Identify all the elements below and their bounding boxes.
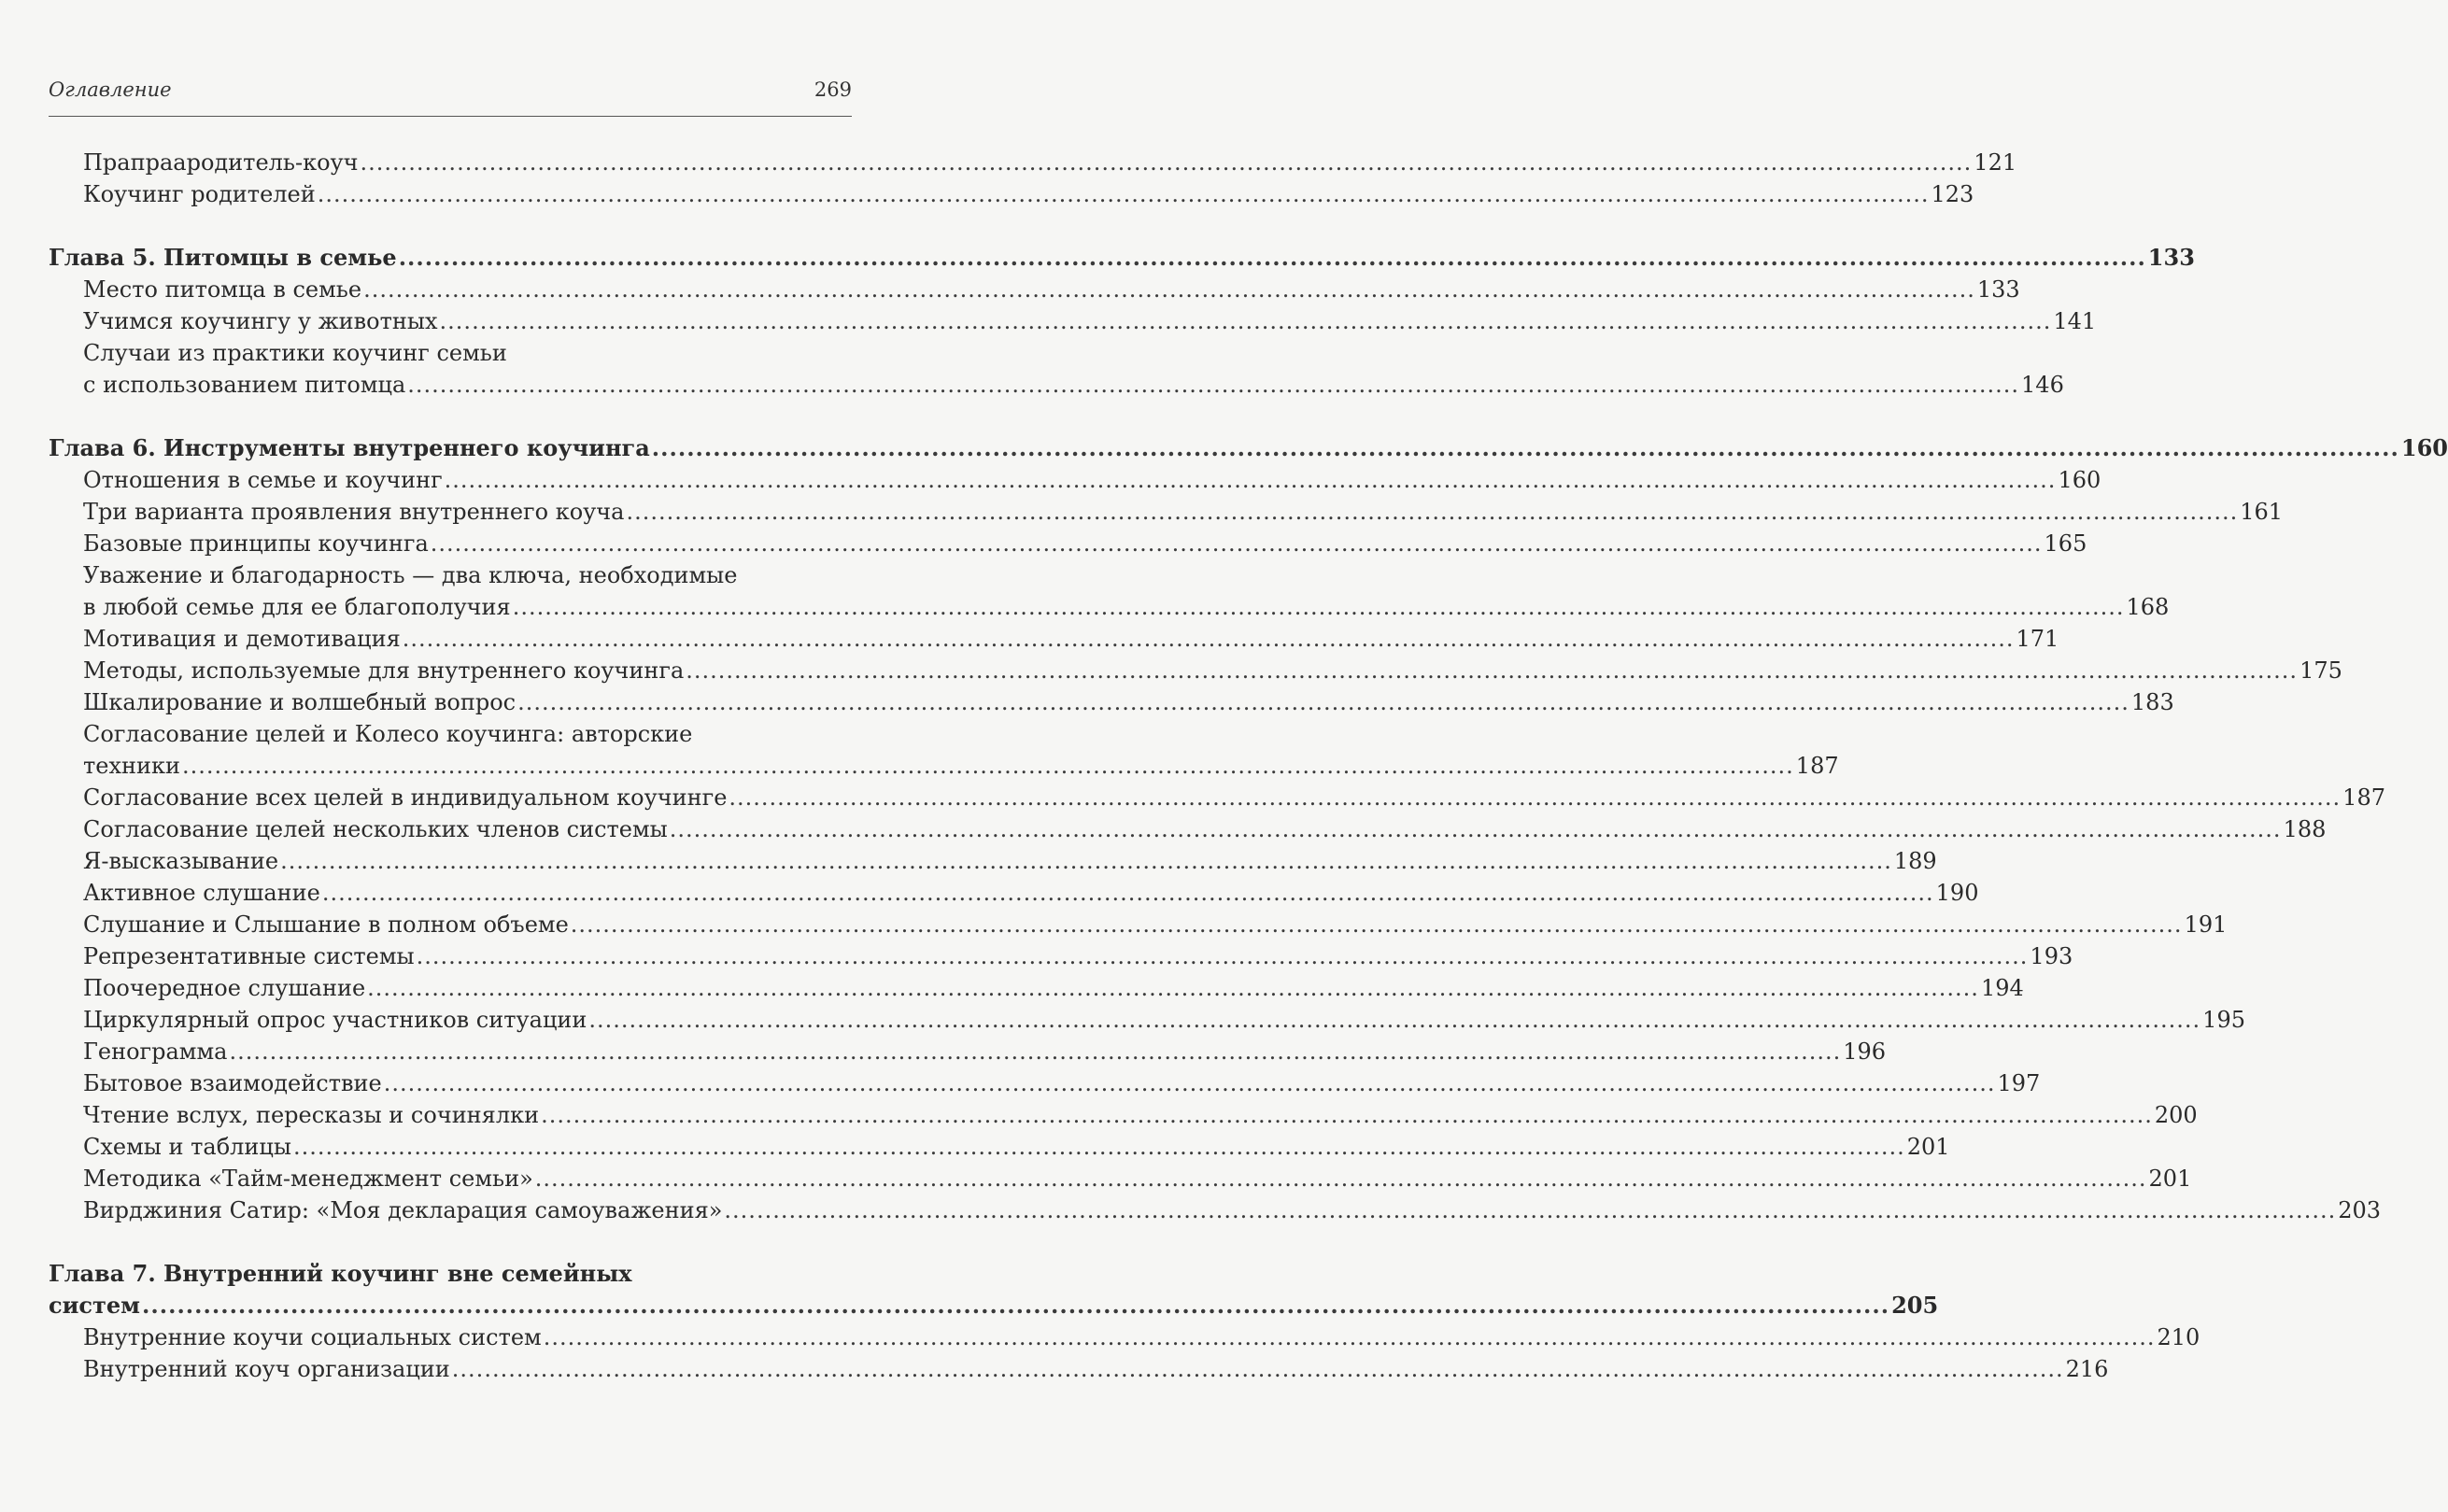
toc-entry-row xyxy=(49,1290,1939,1321)
toc-page-number: 123 xyxy=(1931,181,1974,207)
toc-section-entry[interactable] xyxy=(49,909,2228,940)
toc-section-entry[interactable] xyxy=(49,655,2342,686)
dot-leader: ........................................................................................................................................................................................................ xyxy=(402,626,2015,652)
toc-chapter-entry[interactable] xyxy=(49,242,2195,274)
dot-leader: ........................................................................................................................................................................................................ xyxy=(729,784,2342,811)
dot-leader: ........................................................................................................................................................................................................ xyxy=(416,943,2029,969)
toc-entry-title: с использованием питомца xyxy=(83,372,406,398)
toc-entry-title: Вирджиния Сатир: «Моя декларация самоуважения» xyxy=(83,1197,723,1223)
toc-entry-row xyxy=(49,432,2448,464)
toc-page-number: 160 xyxy=(2058,467,2101,493)
toc-entry-row xyxy=(83,940,2073,972)
toc-entry-row xyxy=(83,655,2342,686)
toc-section-entry[interactable] xyxy=(49,940,2073,972)
toc-page-number: 146 xyxy=(2021,372,2064,398)
toc-entry-row xyxy=(83,496,2284,528)
toc-entry-title: Место питомца в семье xyxy=(83,276,362,303)
dot-leader: ........................................................................................................................................................................................................ xyxy=(398,244,2146,271)
toc-section-entry[interactable] xyxy=(49,686,2174,718)
toc-entry-row xyxy=(83,305,2097,337)
dot-leader: ........................................................................................................................................................................................................ xyxy=(229,1039,1842,1065)
toc-entry-row xyxy=(83,782,2385,813)
toc-entry-row xyxy=(83,528,2087,559)
toc-page-number: 191 xyxy=(2184,911,2228,938)
toc-entry-row xyxy=(83,1131,1950,1163)
toc-page-number: 189 xyxy=(1893,848,1937,874)
toc-entry-row xyxy=(83,1353,2109,1385)
toc-page-number: 203 xyxy=(2338,1197,2382,1223)
toc-page-number: 194 xyxy=(1980,975,2024,1001)
toc-entry-title: Генограмма xyxy=(83,1039,228,1065)
toc-entry-row xyxy=(83,1004,2245,1036)
dot-leader: ........................................................................................................................................................................................................ xyxy=(280,848,1892,874)
toc-entry-row xyxy=(83,686,2174,718)
dot-leader: ........................................................................................................................................................................................................ xyxy=(407,372,2020,398)
toc-entry-row xyxy=(83,1099,2198,1131)
toc-entry-title: Согласование целей нескольких членов системы xyxy=(83,816,668,842)
toc-entry-title: Активное слушание xyxy=(83,880,320,906)
dot-leader: ........................................................................................................................................................................................................ xyxy=(363,276,1975,303)
toc-entry-row xyxy=(83,369,2064,401)
toc-entry-row xyxy=(83,845,1937,877)
toc-entry-title: Мотивация и демотивация xyxy=(83,626,401,652)
toc-entry-title: Отношения в семье и коучинг xyxy=(83,467,443,493)
toc-page-number: 200 xyxy=(2154,1102,2198,1128)
toc-page-number: 201 xyxy=(2148,1166,2192,1192)
toc-section-entry[interactable] xyxy=(49,1131,1950,1163)
toc-entry-title: Репрезентативные системы xyxy=(83,943,415,969)
toc-entry-row xyxy=(83,877,1979,909)
toc-page-number: 171 xyxy=(2016,626,2059,652)
toc-entry-title: Бытовое взаимодействие xyxy=(83,1070,382,1096)
dot-leader: ........................................................................................................................................................................................................ xyxy=(724,1197,2337,1223)
toc-entry-title: Три варианта проявления внутреннего коуча xyxy=(83,499,625,525)
dot-leader: ........................................................................................................................................................................................................ xyxy=(651,434,2399,461)
toc-section-entry[interactable] xyxy=(49,1004,2245,1036)
toc-page-number: 210 xyxy=(2157,1324,2200,1350)
toc-section-entry[interactable] xyxy=(49,623,2059,655)
toc-entry-title: Прапраародитель-коуч xyxy=(83,149,359,176)
toc-entry-row xyxy=(83,1321,2200,1353)
dot-leader: ........................................................................................................................................................................................................ xyxy=(451,1356,2064,1382)
toc-entry-row xyxy=(83,1194,2382,1226)
toc-entry-title: Я-высказывание xyxy=(83,848,279,874)
dot-leader: ........................................................................................................................................................................................................ xyxy=(142,1292,1890,1319)
toc-entry-row xyxy=(83,623,2059,655)
toc-entry-title: Согласование всех целей в индивидуальном коучинге xyxy=(83,784,728,811)
toc-section-entry[interactable] xyxy=(49,337,2064,401)
toc-entry-title: Внутренний коуч организации xyxy=(83,1356,450,1382)
toc-section-entry[interactable] xyxy=(49,528,2087,559)
toc-section-entry[interactable] xyxy=(49,1067,2041,1099)
toc-section-entry[interactable] xyxy=(49,1194,2382,1226)
toc-section-entry[interactable] xyxy=(49,1321,2200,1353)
dot-leader: ........................................................................................................................................................................................................ xyxy=(588,1007,2201,1033)
toc-entry-title: в любой семье для ее благополучия xyxy=(83,594,511,620)
toc-section-entry[interactable] xyxy=(49,1163,2192,1194)
toc-page-number: 187 xyxy=(1795,753,1839,779)
dot-leader: ........................................................................................................................................................................................................ xyxy=(517,689,2130,715)
toc-entry-title: Поочередное слушание xyxy=(83,975,366,1001)
toc-entry-title: Слушание и Слышание в полном объеме xyxy=(83,911,569,938)
toc-entry-row xyxy=(83,813,2327,845)
toc-section-entry[interactable] xyxy=(49,178,1974,210)
toc-entry-title: Глава 6. Инструменты внутреннего коучинга xyxy=(49,434,650,461)
toc-entry-title-line: Согласование целей и Колесо коучинга: авторские xyxy=(83,721,693,747)
toc-page-number: 216 xyxy=(2065,1356,2109,1382)
toc-entry-title: Коучинг родителей xyxy=(83,181,316,207)
toc-entry-row xyxy=(83,750,1839,782)
toc-entry-row xyxy=(83,1067,2041,1099)
toc-section-entry[interactable] xyxy=(49,877,1979,909)
toc-entry-title: Схемы и таблицы xyxy=(83,1134,291,1160)
toc-page-number: 195 xyxy=(2202,1007,2245,1033)
toc-page-number: 197 xyxy=(1997,1070,2041,1096)
toc-section-entry[interactable] xyxy=(49,1099,2198,1131)
dot-leader: ........................................................................................................................................................................................................ xyxy=(360,149,1973,176)
dot-leader: ........................................................................................................................................................................................................ xyxy=(182,753,1794,779)
toc-page-number: 133 xyxy=(2147,244,2195,271)
toc-entry-title: Чтение вслух, пересказы и сочинялки xyxy=(83,1102,540,1128)
dot-leader: ........................................................................................................................................................................................................ xyxy=(383,1070,1996,1096)
toc-page-number: 183 xyxy=(2130,689,2174,715)
toc-section-entry[interactable] xyxy=(49,718,1839,782)
toc-section-entry[interactable] xyxy=(49,305,2097,337)
dot-leader: ........................................................................................................................................................................................................ xyxy=(430,530,2043,557)
toc-page-number: 193 xyxy=(2030,943,2073,969)
toc-entry-row xyxy=(83,909,2228,940)
toc-page-number: 205 xyxy=(1891,1292,1939,1319)
toc-section-entry[interactable] xyxy=(49,496,2284,528)
toc-page-number: 196 xyxy=(1843,1039,1887,1065)
dot-leader: ........................................................................................................................................................................................................ xyxy=(543,1324,2156,1350)
dot-leader: ........................................................................................................................................................................................................ xyxy=(367,975,1979,1001)
toc-page-number: 121 xyxy=(1974,149,2017,176)
toc-entry-title-line: Случаи из практики коучинг семьи xyxy=(83,340,507,366)
header-rule xyxy=(49,116,852,117)
toc-section-entry[interactable] xyxy=(49,845,1937,877)
toc-entry-title: Глава 5. Питомцы в семье xyxy=(49,244,397,271)
toc-entry-title: Учимся коучингу у животных xyxy=(83,308,438,334)
toc-entry-title: систем xyxy=(49,1292,141,1319)
section-gap xyxy=(49,1226,852,1258)
toc-page-number: 190 xyxy=(1935,880,1979,906)
toc-entry-row xyxy=(83,178,1974,210)
toc-section-entry[interactable] xyxy=(49,1353,2109,1385)
toc-entry-row xyxy=(83,274,2020,305)
toc-entry-row xyxy=(83,972,2024,1004)
toc-entry-title: техники xyxy=(83,753,181,779)
toc-entry-title: Циркулярный опрос участников ситуации xyxy=(83,1007,587,1033)
toc-section-entry[interactable] xyxy=(49,464,2101,496)
toc-chapter-entry[interactable] xyxy=(49,1258,1939,1321)
dot-leader: ........................................................................................................................................................................................................ xyxy=(541,1102,2153,1128)
toc-page-number: 133 xyxy=(1976,276,2020,303)
dot-leader: ........................................................................................................................................................................................................ xyxy=(439,308,2052,334)
running-head xyxy=(49,78,852,101)
toc-page-number: 168 xyxy=(2126,594,2170,620)
section-gap xyxy=(49,210,852,242)
toc-section-entry[interactable] xyxy=(49,274,2020,305)
toc-entry-title-line: Глава 7. Внутренний коучинг вне семейных xyxy=(49,1260,632,1287)
toc-entry-title: Базовые принципы коучинга xyxy=(83,530,429,557)
toc-page-number: 187 xyxy=(2342,784,2385,811)
dot-leader: ........................................................................................................................................................................................................ xyxy=(321,880,1934,906)
toc-page-number: 160 xyxy=(2400,434,2448,461)
toc-section-entry[interactable] xyxy=(49,1036,1887,1067)
toc-entry-row xyxy=(49,242,2195,274)
section-gap xyxy=(49,401,852,432)
toc-entry-title: Шкалирование и волшебный вопрос xyxy=(83,689,516,715)
toc-page-number: 175 xyxy=(2299,657,2342,684)
toc-section-entry[interactable] xyxy=(49,147,2017,178)
toc-section-entry[interactable] xyxy=(49,813,2327,845)
toc-page-number: 141 xyxy=(2053,308,2097,334)
toc-entry-row xyxy=(83,147,2017,178)
dot-leader: ........................................................................................................................................................................................................ xyxy=(534,1166,2147,1192)
toc-section-entry[interactable] xyxy=(49,972,2024,1004)
toc-chapter-entry[interactable] xyxy=(49,432,2448,464)
dot-leader: ........................................................................................................................................................................................................ xyxy=(686,657,2299,684)
toc-entry-title: Методика «Тайм-менеджмент семьи» xyxy=(83,1166,533,1192)
page-number: 269 xyxy=(814,78,852,101)
toc-section-entry[interactable] xyxy=(49,559,2170,623)
toc-page-number: 188 xyxy=(2283,816,2327,842)
dot-leader: ........................................................................................................................................................................................................ xyxy=(444,467,2057,493)
dot-leader: ........................................................................................................................................................................................................ xyxy=(626,499,2239,525)
toc-entry-title: Методы, используемые для внутреннего коучинга xyxy=(83,657,685,684)
toc-entry-row xyxy=(83,464,2101,496)
toc-section-entry[interactable] xyxy=(49,782,2385,813)
toc-entry-title-line: Уважение и благодарность — два ключа, необходимые xyxy=(83,562,738,588)
dot-leader: ........................................................................................................................................................................................................ xyxy=(669,816,2282,842)
dot-leader: ........................................................................................................................................................................................................ xyxy=(317,181,1930,207)
dot-leader: ........................................................................................................................................................................................................ xyxy=(570,911,2183,938)
toc-entry-row xyxy=(83,591,2170,623)
toc-entry-title: Внутренние коучи социальных систем xyxy=(83,1324,542,1350)
toc-page-number: 161 xyxy=(2240,499,2284,525)
dot-leader: ........................................................................................................................................................................................................ xyxy=(292,1134,1905,1160)
toc-page-number: 165 xyxy=(2044,530,2087,557)
toc-entry-row xyxy=(83,1036,1887,1067)
toc-entry-row xyxy=(83,1163,2192,1194)
table-of-contents xyxy=(49,147,2448,1385)
dot-leader: ........................................................................................................................................................................................................ xyxy=(512,594,2125,620)
toc-page-number: 201 xyxy=(1906,1134,1950,1160)
running-head-title: Оглавление xyxy=(49,78,172,101)
